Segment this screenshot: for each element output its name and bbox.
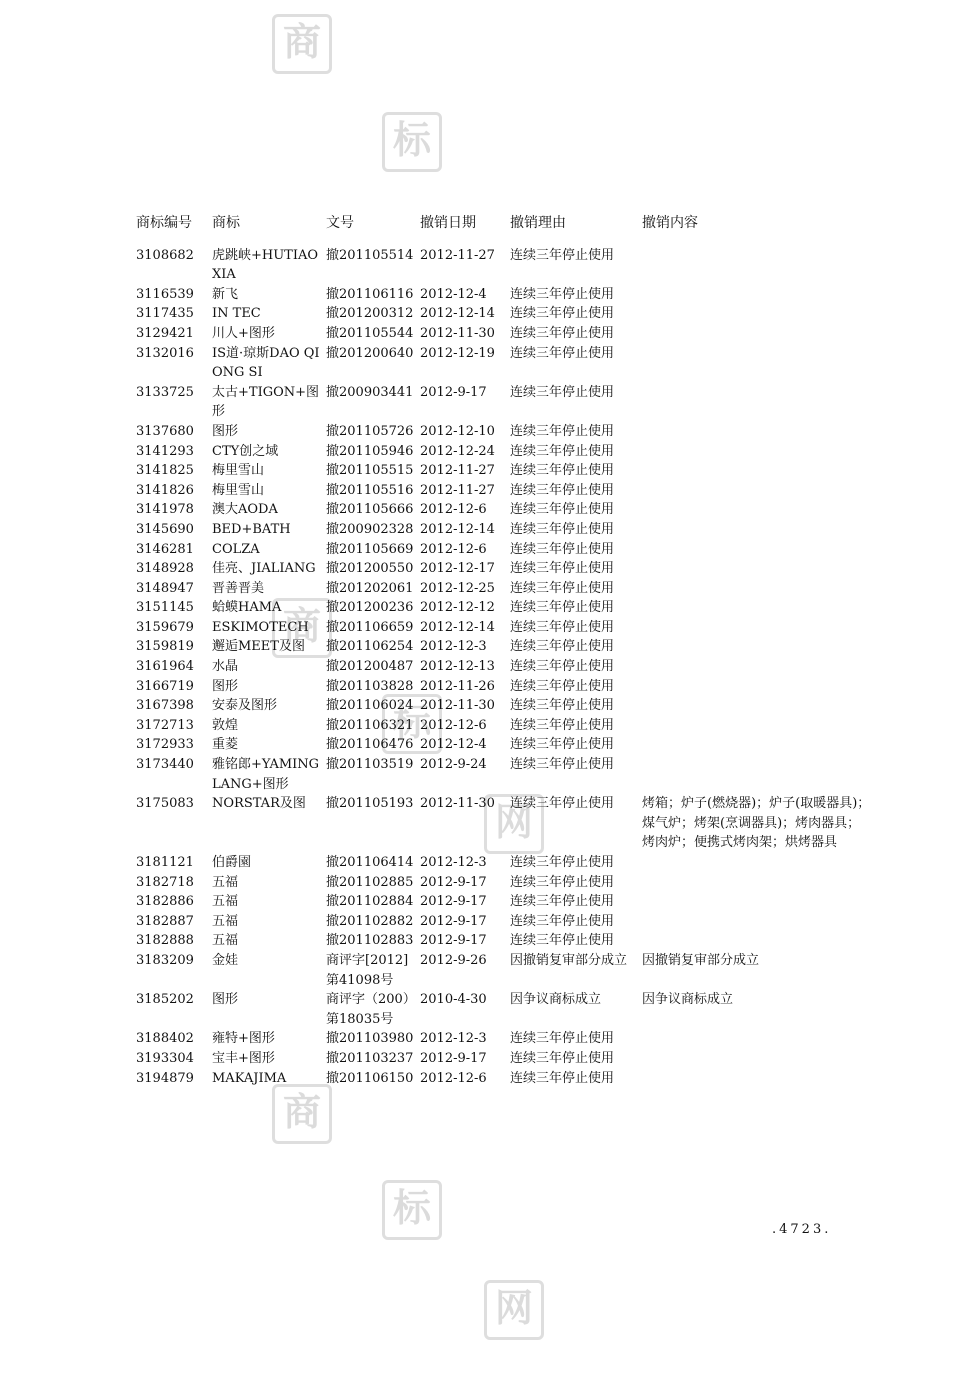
cell-reason: 连续三年停止使用 — [510, 619, 615, 635]
cell-number: 3141826 — [136, 482, 194, 498]
cell-trademark: 图形 — [212, 423, 239, 439]
cell-date: 2012-9-17 — [420, 913, 487, 929]
cell-number: 3181121 — [136, 855, 194, 870]
cell-trademark: 雅铭郎+YAMINGLANG+图形 — [212, 757, 320, 792]
cell-reason: 连续三年停止使用 — [510, 717, 615, 733]
cell-reason: 连续三年停止使用 — [510, 1050, 615, 1066]
cell-doc-number: 撤201103237 — [326, 1050, 414, 1066]
cell-content — [642, 1029, 872, 1049]
cell-number: 3146281 — [136, 541, 194, 557]
cell-trademark: ESKIMOTECH — [212, 619, 309, 635]
cell-content — [642, 481, 872, 501]
page-number: .4723. — [772, 1222, 832, 1237]
cell-reason: 连续三年停止使用 — [510, 541, 615, 557]
cell-number: 3182887 — [136, 913, 194, 929]
cell-date: 2012-12-17 — [420, 561, 495, 577]
cell-content — [642, 716, 872, 736]
table-row — [136, 735, 872, 755]
cell-trademark: 重菱 — [212, 737, 239, 753]
revocation-table — [136, 214, 872, 1088]
cell-trademark: 安泰及图形 — [212, 698, 278, 714]
cell-content — [642, 344, 872, 383]
cell-date: 2012-12-6 — [420, 717, 487, 733]
cell-content — [642, 735, 872, 755]
watermark-stamp: 标 — [382, 694, 442, 754]
cell-reason: 连续三年停止使用 — [510, 698, 615, 714]
cell-content — [642, 696, 872, 716]
cell-content — [642, 873, 872, 893]
cell-doc-number: 撤201106150 — [326, 1070, 414, 1086]
cell-reason: 连续三年停止使用 — [510, 796, 615, 812]
cell-date: 2012-12-6 — [420, 502, 487, 518]
cell-date: 2012-12-19 — [420, 345, 495, 361]
cell-trademark: 太古+TIGON+图形 — [212, 384, 320, 420]
table-row — [136, 618, 872, 638]
table-row — [136, 990, 872, 1029]
cell-trademark: 梅里雪山 — [212, 482, 265, 498]
cell-date: 2012-11-27 — [420, 463, 495, 479]
table-row — [136, 461, 872, 481]
cell-trademark: 伯爵園 — [212, 855, 252, 870]
cell-number: 3148928 — [136, 561, 194, 577]
table-row — [136, 637, 872, 657]
table-row — [136, 579, 872, 599]
cell-content: 因争议商标成立 — [642, 992, 734, 1008]
cell-date: 2012-12-3 — [420, 855, 487, 870]
cell-date: 2012-12-3 — [420, 1031, 487, 1047]
cell-number: 3175083 — [136, 796, 194, 812]
cell-reason: 连续三年停止使用 — [510, 659, 615, 675]
cell-doc-number: 撤201200487 — [326, 659, 414, 675]
cell-number: 3183209 — [136, 952, 194, 968]
cell-date: 2010-4-30 — [420, 992, 487, 1008]
cell-content — [642, 1069, 872, 1089]
cell-content — [642, 383, 872, 422]
watermark-stamp: 商 — [272, 1084, 332, 1144]
cell-date: 2012-12-25 — [420, 580, 495, 596]
table-row — [136, 677, 872, 697]
table-row — [136, 716, 872, 736]
cell-doc-number: 撤201200236 — [326, 600, 414, 616]
cell-doc-number: 撤201103828 — [326, 678, 414, 694]
cell-reason: 连续三年停止使用 — [510, 639, 615, 655]
table-row — [136, 794, 872, 853]
cell-doc-number: 撤200902328 — [326, 521, 414, 537]
cell-trademark: 敦煌 — [212, 717, 239, 733]
cell-number: 3151145 — [136, 600, 194, 616]
table-row — [136, 657, 872, 677]
cell-date: 2012-11-30 — [420, 325, 495, 341]
cell-reason: 连续三年停止使用 — [510, 855, 615, 870]
cell-trademark: CTY创之域 — [212, 443, 279, 459]
cell-trademark: IN TEC — [212, 306, 261, 322]
cell-date: 2012-12-6 — [420, 541, 487, 557]
cell-trademark: 蛤蟆HAMA — [212, 600, 282, 616]
cell-reason: 因争议商标成立 — [510, 992, 602, 1008]
cell-doc-number: 撤201105193 — [326, 796, 414, 812]
watermark-stamp: 网 — [484, 1280, 544, 1340]
cell-number: 3166719 — [136, 678, 194, 694]
cell-number: 3185202 — [136, 992, 194, 1008]
cell-date: 2012-12-14 — [420, 306, 495, 322]
cell-number: 3148947 — [136, 580, 194, 596]
table-row — [136, 285, 872, 305]
col-header-doc-number: 文号 — [326, 215, 354, 231]
table-row — [136, 853, 872, 873]
cell-doc-number: 撤201105726 — [326, 423, 414, 439]
cell-content — [642, 853, 872, 873]
watermark-stamp: 网 — [484, 794, 544, 854]
cell-trademark: 图形 — [212, 992, 239, 1008]
cell-doc-number: 撤201102884 — [326, 894, 414, 910]
cell-content — [642, 755, 872, 794]
cell-content — [642, 931, 872, 951]
table-row — [136, 598, 872, 618]
cell-content — [642, 677, 872, 697]
cell-content — [642, 1049, 872, 1069]
cell-number: 3108682 — [136, 247, 194, 263]
cell-doc-number: 撤201102883 — [326, 933, 414, 949]
cell-date: 2012-9-17 — [420, 933, 487, 949]
cell-doc-number: 撤201106414 — [326, 855, 414, 870]
cell-number: 3172713 — [136, 717, 194, 733]
col-header-content: 撤销内容 — [642, 215, 698, 231]
cell-date: 2012-12-4 — [420, 737, 487, 753]
cell-number: 3133725 — [136, 384, 194, 400]
cell-reason: 连续三年停止使用 — [510, 306, 615, 322]
cell-reason: 连续三年停止使用 — [510, 345, 615, 361]
cell-content — [642, 540, 872, 560]
cell-content — [642, 324, 872, 344]
cell-trademark: BED+BATH — [212, 521, 291, 537]
cell-reason: 连续三年停止使用 — [510, 580, 615, 596]
cell-content — [642, 246, 872, 285]
cell-number: 3172933 — [136, 737, 194, 753]
table-row — [136, 383, 872, 422]
cell-doc-number: 撤201105515 — [326, 463, 414, 479]
cell-content — [642, 422, 872, 442]
table-row — [136, 344, 872, 383]
watermark-stamp: 标 — [382, 1180, 442, 1240]
cell-date: 2012-12-24 — [420, 443, 495, 459]
cell-content — [642, 304, 872, 324]
table-row — [136, 540, 872, 560]
cell-trademark: 五福 — [212, 894, 239, 910]
cell-trademark: 新飞 — [212, 286, 239, 302]
cell-doc-number: 撤201106476 — [326, 737, 414, 753]
cell-content — [642, 912, 872, 932]
cell-date: 2012-9-17 — [420, 1050, 487, 1066]
cell-reason: 连续三年停止使用 — [510, 894, 615, 910]
cell-number: 3159679 — [136, 619, 194, 635]
cell-reason: 因撤销复审部分成立 — [510, 952, 628, 968]
cell-date: 2012-12-6 — [420, 1070, 487, 1086]
col-header-trademark: 商标 — [212, 215, 240, 231]
cell-doc-number: 撤201106321 — [326, 717, 414, 733]
cell-doc-number: 撤200903441 — [326, 384, 414, 400]
cell-date: 2012-11-30 — [420, 698, 495, 714]
table-row — [136, 931, 872, 951]
cell-reason: 连续三年停止使用 — [510, 1070, 615, 1086]
table-row — [136, 696, 872, 716]
table-row — [136, 520, 872, 540]
cell-doc-number: 撤201105514 — [326, 247, 414, 263]
cell-content: 烤箱；炉子(燃烧器)；炉子(取暖器具)；煤气炉；烤架(烹调器具)；烤肉器具；烤肉炉；便携式烤肉架；烘烤器具 — [642, 796, 871, 851]
table-row — [136, 481, 872, 501]
cell-doc-number: 撤201102885 — [326, 874, 414, 890]
cell-trademark: 水晶 — [212, 659, 239, 675]
cell-doc-number: 撤201105516 — [326, 482, 414, 498]
cell-reason: 连续三年停止使用 — [510, 463, 615, 479]
cell-number: 3141293 — [136, 443, 194, 459]
cell-trademark: 梅里雪山 — [212, 463, 265, 479]
cell-doc-number: 撤201200312 — [326, 306, 414, 322]
cell-trademark: 川人+图形 — [212, 325, 275, 341]
table-row — [136, 422, 872, 442]
cell-date: 2012-11-30 — [420, 796, 495, 812]
cell-doc-number: 撤201105544 — [326, 325, 414, 341]
cell-trademark: 图形 — [212, 678, 239, 694]
cell-content — [642, 442, 872, 462]
cell-date: 2012-12-4 — [420, 286, 487, 302]
table-row — [136, 912, 872, 932]
watermark-stamp: 商 — [272, 14, 332, 74]
cell-content — [642, 461, 872, 481]
cell-reason: 连续三年停止使用 — [510, 1031, 615, 1047]
cell-doc-number: 撤201105946 — [326, 443, 414, 459]
table-row — [136, 1029, 872, 1049]
table-row — [136, 246, 872, 285]
table-row — [136, 500, 872, 520]
cell-reason: 连续三年停止使用 — [510, 933, 615, 949]
cell-number: 3188402 — [136, 1031, 194, 1047]
cell-doc-number: 撤201202061 — [326, 580, 414, 596]
watermark-stamp: 标 — [382, 112, 442, 172]
table-row — [136, 755, 872, 794]
cell-date: 2012-12-13 — [420, 659, 495, 675]
cell-date: 2012-9-24 — [420, 757, 487, 773]
table-row — [136, 873, 872, 893]
cell-doc-number: 撤201103519 — [326, 757, 414, 773]
cell-reason: 连续三年停止使用 — [510, 502, 615, 518]
table-row — [136, 951, 872, 990]
cell-reason: 连续三年停止使用 — [510, 757, 615, 773]
cell-number: 3167398 — [136, 698, 194, 714]
cell-number: 3161964 — [136, 659, 194, 675]
cell-date: 2012-9-26 — [420, 952, 487, 968]
table-row — [136, 1069, 872, 1089]
cell-content — [642, 618, 872, 638]
cell-number: 3182888 — [136, 933, 194, 949]
cell-date: 2012-12-12 — [420, 600, 495, 616]
cell-number: 3117435 — [136, 306, 194, 322]
cell-content — [642, 598, 872, 618]
cell-reason: 连续三年停止使用 — [510, 384, 615, 400]
cell-date: 2012-12-14 — [420, 619, 495, 635]
cell-number: 3182886 — [136, 894, 194, 910]
cell-number: 3137680 — [136, 423, 194, 439]
cell-doc-number: 商评字[2012]第41098号 — [326, 952, 409, 988]
cell-reason: 连续三年停止使用 — [510, 737, 615, 753]
cell-content — [642, 637, 872, 657]
cell-reason: 连续三年停止使用 — [510, 423, 615, 439]
col-header-number: 商标编号 — [136, 215, 192, 231]
cell-reason: 连续三年停止使用 — [510, 600, 615, 616]
table-row — [136, 892, 872, 912]
cell-trademark: 金娃 — [212, 952, 239, 968]
cell-trademark: 澳大AODA — [212, 502, 278, 518]
cell-date: 2012-9-17 — [420, 384, 487, 400]
cell-trademark: IS道·琼斯DAO QIONG SI — [212, 345, 320, 381]
cell-reason: 连续三年停止使用 — [510, 874, 615, 890]
table-row — [136, 559, 872, 579]
cell-date: 2012-11-27 — [420, 247, 495, 263]
cell-doc-number: 撤201106024 — [326, 698, 414, 714]
cell-reason: 连续三年停止使用 — [510, 286, 615, 302]
cell-number: 3132016 — [136, 345, 194, 361]
cell-doc-number: 撤201200550 — [326, 561, 414, 577]
cell-date: 2012-11-27 — [420, 482, 495, 498]
cell-trademark: MAKAJIMA — [212, 1070, 287, 1086]
cell-trademark: 雍特+图形 — [212, 1031, 275, 1047]
cell-trademark: 宝丰+图形 — [212, 1050, 275, 1066]
cell-reason: 连续三年停止使用 — [510, 443, 615, 459]
cell-content — [642, 559, 872, 579]
cell-reason: 连续三年停止使用 — [510, 561, 615, 577]
cell-content — [642, 579, 872, 599]
cell-doc-number: 撤201105666 — [326, 502, 414, 518]
cell-number: 3182718 — [136, 874, 194, 890]
col-header-reason: 撤销理由 — [510, 215, 566, 231]
cell-reason: 连续三年停止使用 — [510, 678, 615, 694]
cell-date: 2012-12-10 — [420, 423, 495, 439]
cell-doc-number: 撤201102882 — [326, 913, 414, 929]
cell-content — [642, 657, 872, 677]
cell-number: 3194879 — [136, 1070, 194, 1086]
cell-number: 3141978 — [136, 502, 194, 518]
cell-doc-number: 撤201105669 — [326, 541, 414, 557]
cell-reason: 连续三年停止使用 — [510, 325, 615, 341]
cell-trademark: COLZA — [212, 541, 260, 557]
cell-trademark: 佳亮、JIALIANG — [212, 561, 316, 577]
cell-date: 2012-11-26 — [420, 678, 495, 694]
cell-doc-number: 撤201106659 — [326, 619, 414, 635]
table-header — [136, 214, 872, 246]
cell-doc-number: 撤201106254 — [326, 639, 414, 655]
table-body — [136, 246, 872, 1089]
cell-doc-number: 撤201200640 — [326, 345, 414, 361]
cell-trademark: 虎跳峡+HUTIAOXIA — [212, 247, 319, 283]
table-row — [136, 324, 872, 344]
cell-trademark: NORSTAR及图 — [212, 796, 306, 812]
table-row — [136, 442, 872, 462]
table-row — [136, 304, 872, 324]
cell-content — [642, 892, 872, 912]
cell-date: 2012-9-17 — [420, 874, 487, 890]
cell-trademark: 邂逅MEET及图 — [212, 639, 305, 655]
cell-reason: 连续三年停止使用 — [510, 521, 615, 537]
cell-date: 2012-9-17 — [420, 894, 487, 910]
cell-doc-number: 商评字（200）第18035号 — [326, 992, 416, 1027]
cell-number: 3145690 — [136, 521, 194, 537]
cell-number: 3116539 — [136, 286, 194, 302]
cell-number: 3173440 — [136, 757, 194, 773]
cell-date: 2012-12-14 — [420, 521, 495, 537]
table-row — [136, 1049, 872, 1069]
cell-number: 3129421 — [136, 325, 194, 341]
cell-content: 因撤销复审部分成立 — [642, 952, 760, 968]
cell-date: 2012-12-3 — [420, 639, 487, 655]
cell-content — [642, 500, 872, 520]
cell-doc-number: 撤201103980 — [326, 1031, 414, 1047]
cell-trademark: 五福 — [212, 874, 239, 890]
cell-number: 3141825 — [136, 463, 194, 479]
cell-trademark: 五福 — [212, 913, 239, 929]
cell-trademark: 晋善晋美 — [212, 580, 265, 596]
header-row — [136, 214, 872, 246]
col-header-date: 撤销日期 — [420, 215, 476, 231]
cell-doc-number: 撤201106116 — [326, 286, 414, 302]
cell-number: 3193304 — [136, 1050, 194, 1066]
cell-content — [642, 520, 872, 540]
watermark-stamp: 商 — [272, 598, 332, 658]
cell-trademark: 五福 — [212, 933, 239, 949]
cell-content — [642, 285, 872, 305]
cell-number: 3159819 — [136, 639, 194, 655]
cell-reason: 连续三年停止使用 — [510, 482, 615, 498]
cell-reason: 连续三年停止使用 — [510, 913, 615, 929]
cell-reason: 连续三年停止使用 — [510, 247, 615, 263]
